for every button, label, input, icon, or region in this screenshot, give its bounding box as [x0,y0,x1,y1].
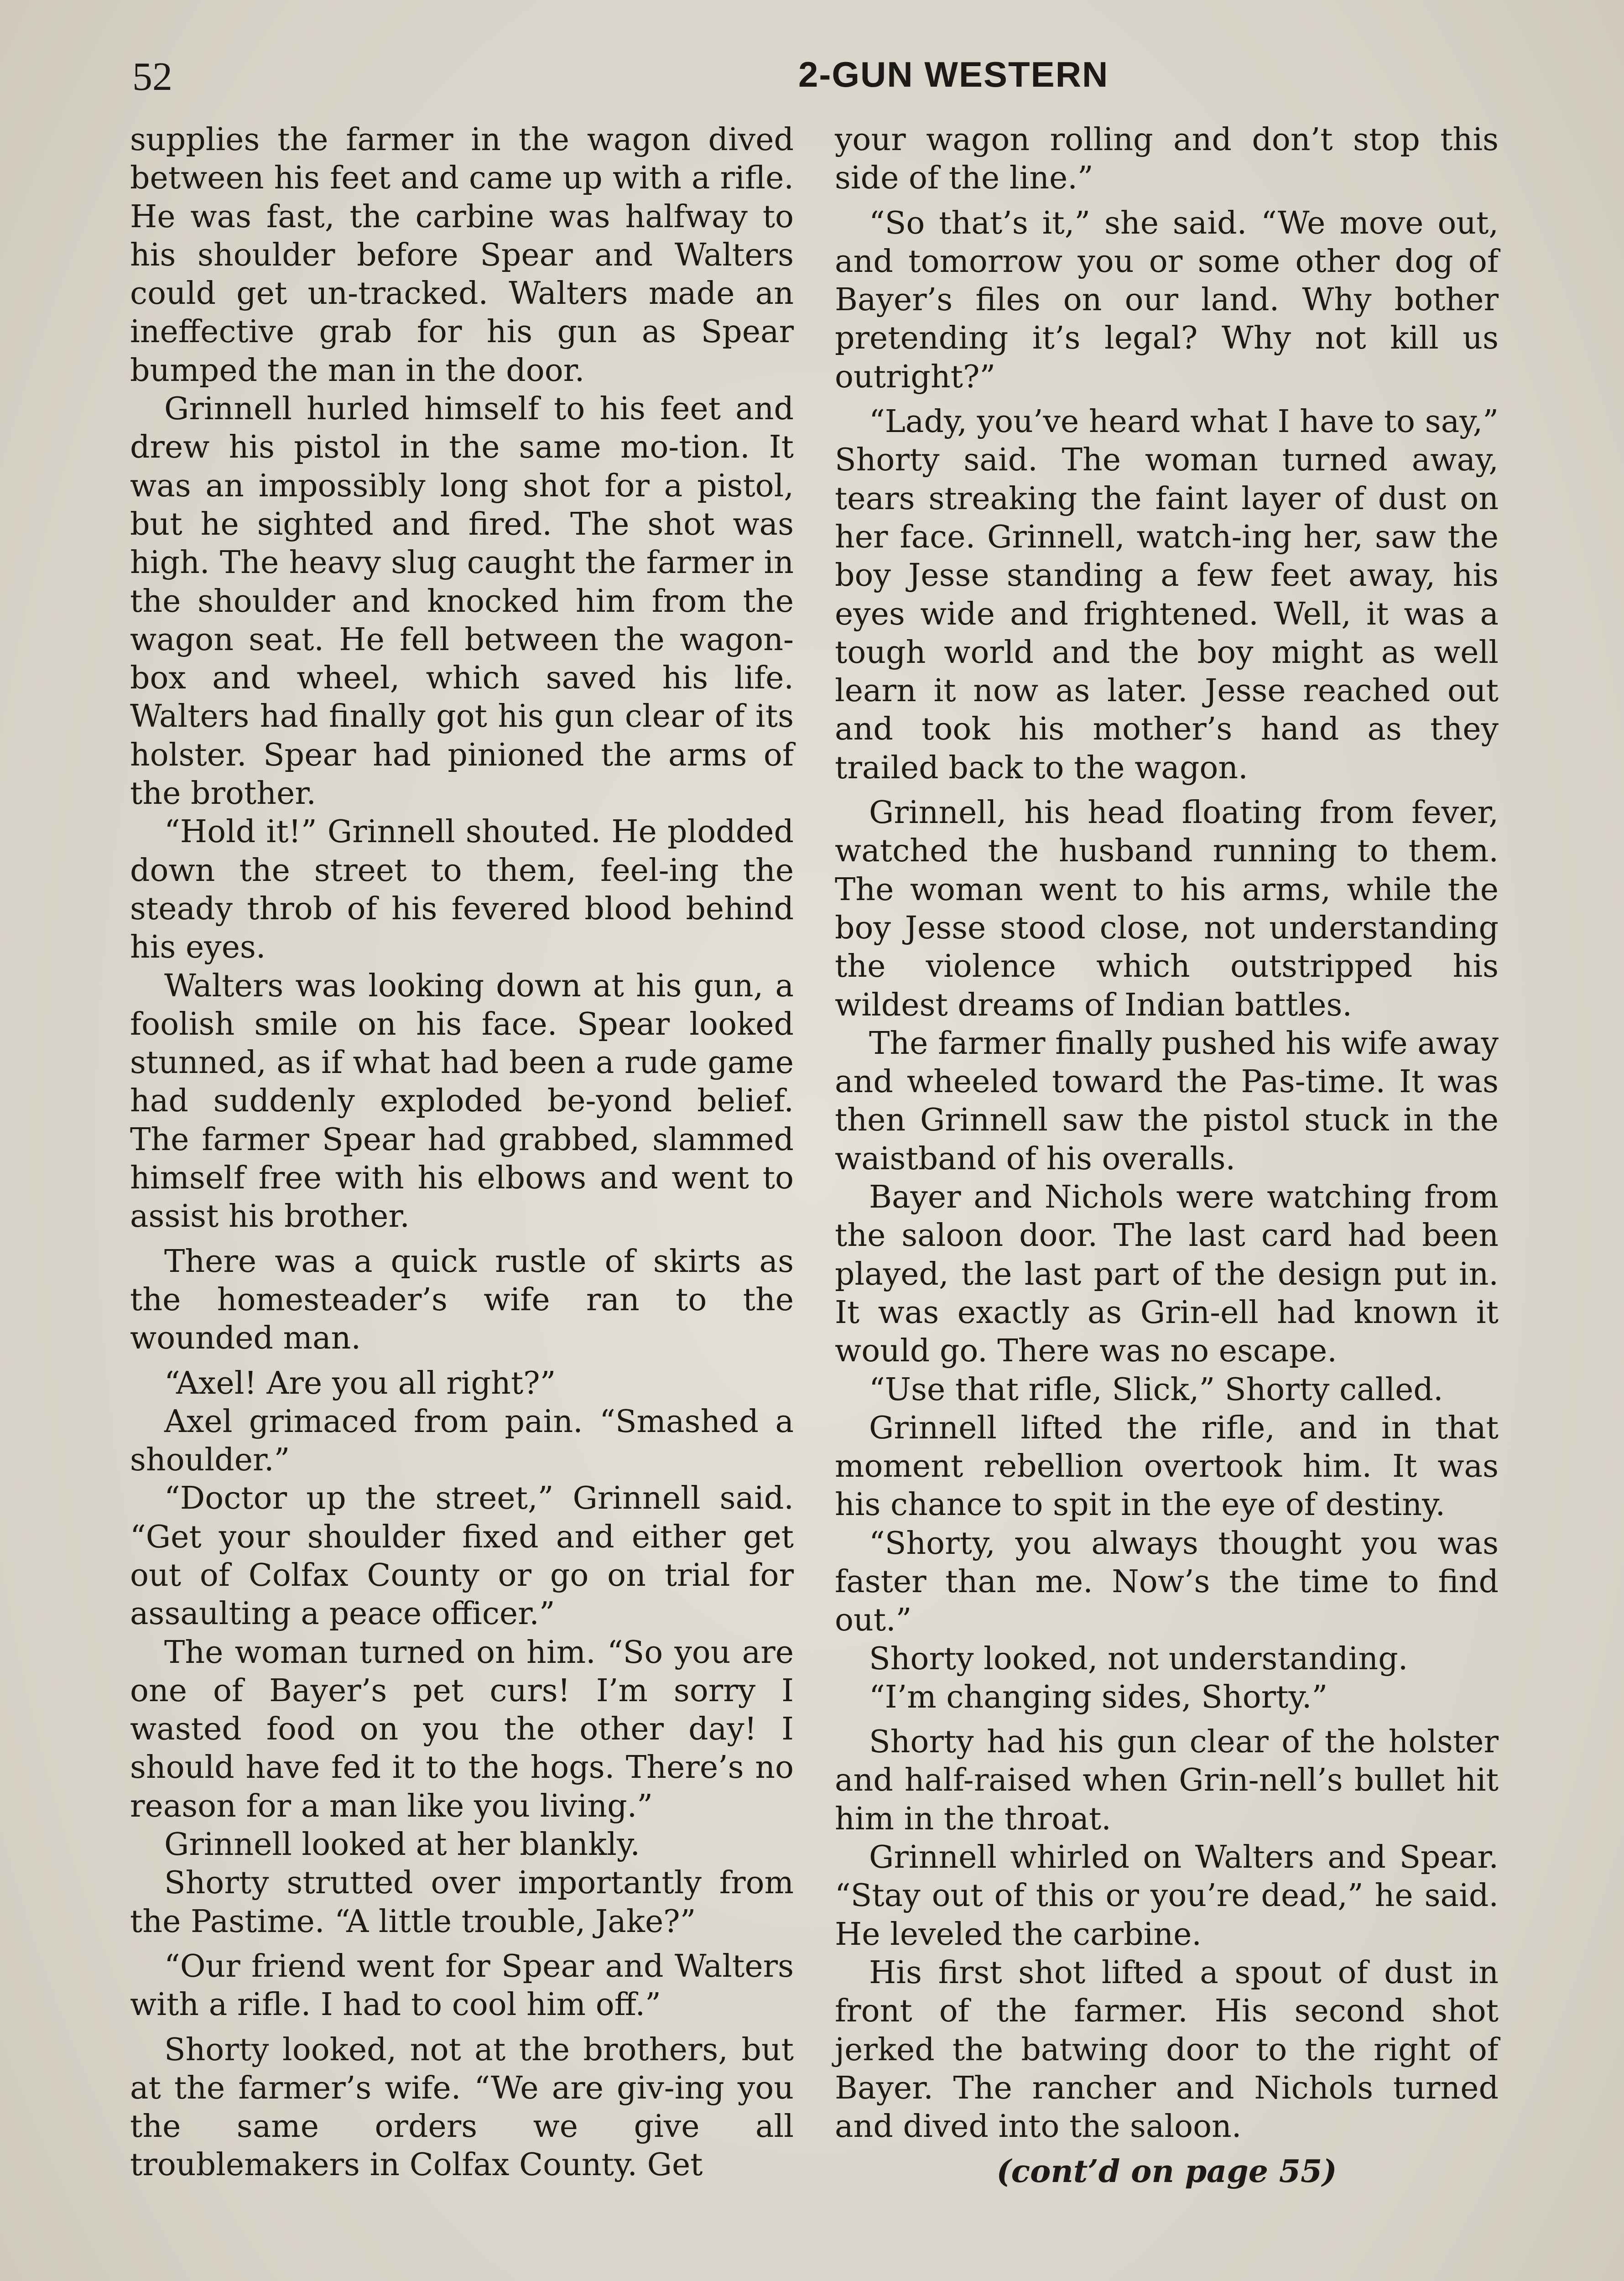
paragraph: “Shorty, you always thought you was faster than me. Now’s the time to find out.” [835,1525,1499,1639]
paragraph: Grinnell, his head floating from fever, watched the husband running to them. The woman went to his arms, while the boy Jesse stood close, not understanding the violence which outstripped his wildest dreams of Indian battles. [835,795,1499,1023]
paragraph: Axel grimaced from pain. “Smashed a shoulder.” [130,1403,794,1479]
paragraph: “Use that rifle, Slick,” Shorty called. [869,1371,1443,1408]
paragraph: There was a quick rustle of skirts as the homesteader’s wife ran to the wounded man. [130,1243,794,1357]
paragraph: your wagon rolling and don’t stop this side of the line.” [835,122,1499,197]
paragraph: Shorty looked, not at the brothers, but at the farmer’s wife. “We are giv-ing you the same orders we give all troublemakers in Colfax County. Get [130,2031,794,2183]
left-text-column [130,121,794,2185]
paragraph: The farmer finally pushed his wife away and wheeled toward the Pas-time. It was then Grinnell saw the pistol stuck in the waistband of his overalls. [835,1025,1499,1177]
paragraph: “Axel! Are you all right?” [164,1365,556,1401]
right-text-column [835,121,1499,2191]
running-title: 2-GUN WESTERN [798,54,1109,94]
paragraph: The woman turned on him. “So you are one of Bayer’s pet curs! I’m sorry I wasted food on you the other day! I should have fed it to the hogs. There’s no reason for a man like you living.” [130,1634,794,1824]
paragraph: Walters was looking down at his gun, a foolish smile on his face. Spear looked stunned, as if what had been a rude game had suddenly exploded be-yond belief. The farmer Spear had grabbed, slammed himself free with his elbows and went to assist his brother. [130,968,794,1235]
page-number: 52 [132,55,172,99]
paragraph: Grinnell whirled on Walters and Spear. “Stay out of this or you’re dead,” he said. He leveled the carbine. [835,1839,1499,1953]
paragraph: Shorty had his gun clear of the holster and half-raised when Grin-nell’s bullet hit him in the throat. [835,1724,1499,1837]
paragraph: “Hold it!” Grinnell shouted. He plodded down the street to them, feel-ing the steady throb of his fevered blood behind his eyes. [130,814,794,966]
right-column-body [835,121,1499,2146]
continuation-note: (cont’d on page 55) [996,2153,1337,2190]
paragraph: “Our friend went for Spear and Walters with a rifle. I had to cool him off.” [130,1948,794,2023]
paragraph: “So that’s it,” she said. “We move out, and tomorrow you or some other dog of Bayer’s files on our land. Why bother pretending it’s legal? Why not kill us outright?” [835,205,1499,395]
paragraph: Grinnell hurled himself to his feet and drew his pistol in the same mo-tion. It was an impossibly long shot for a pistol, but he sighted and fired. The shot was high. The heavy slug caught the farmer in the shoulder and knocked him from the wagon seat. He fell between the wagon-box and wheel, which saved his life. Walters had finally got his gun clear of its holster. Spear had pinioned the arms of the brother. [130,391,794,812]
paragraph: “I’m changing sides, Shorty.” [869,1679,1328,1715]
page-header [132,54,1455,104]
paragraph: “Lady, you’ve heard what I have to say,” Shorty said. The woman turned away, tears streaking the faint layer of dust on her face. Grinnell, watch-ing her, saw the boy Jesse standing a few feet away, his eyes wide and frightened. Well, it was a tough world and the boy might as well learn it now as later. Jesse reached out and took his mother’s hand as they trailed back to the wagon. [835,404,1499,786]
paragraph: supplies the farmer in the wagon dived between his feet and came up with a rifle. He was fast, the carbine was halfway to his shoulder before Spear and Walters could get un-tracked. Walters made an ineffective grab for his gun as Spear bumped the man in the door. [130,122,794,389]
paragraph: Grinnell looked at her blankly. [164,1827,640,1863]
paragraph: Shorty looked, not understanding. [869,1640,1408,1677]
paragraph: “Doctor up the street,” Grinnell said. “Get your shoulder fixed and either get out of Colfax County or go on trial for assaulting a peace officer.” [130,1480,794,1632]
paragraph: Bayer and Nichols were watching from the saloon door. The last card had been played, the last part of the design put in. It was exactly as Grin-ell had known it would go. There was no escape. [835,1179,1499,1370]
paragraph: His first shot lifted a spout of dust in front of the farmer. His second shot jerked the batwing door to the right of Bayer. The rancher and Nichols turned and dived into the saloon. [835,1954,1499,2145]
paragraph: Grinnell lifted the rifle, and in that moment rebellion overtook him. It was his chance to spit in the eye of destiny. [835,1410,1499,1523]
paragraph: Shorty strutted over importantly from the Pastime. “A little trouble, Jake?” [130,1865,794,1940]
